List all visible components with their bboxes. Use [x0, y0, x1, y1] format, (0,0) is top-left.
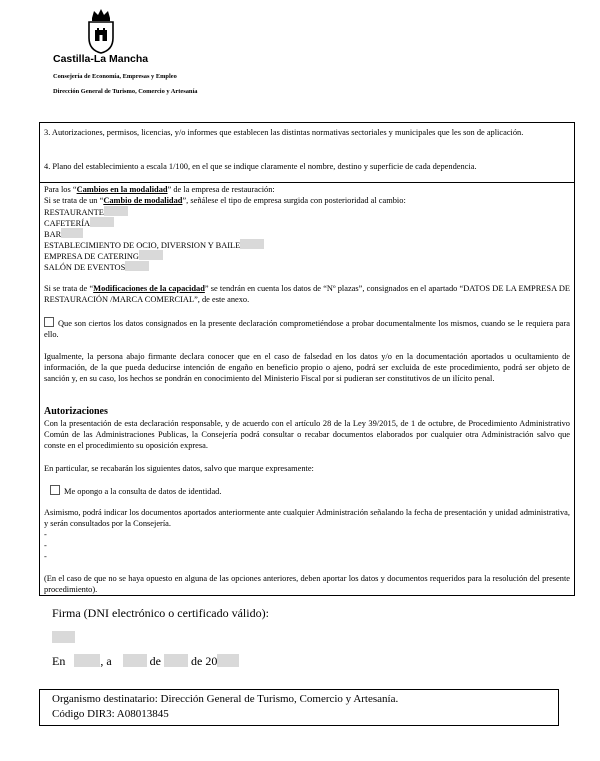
declaration-box [39, 182, 575, 596]
capacidad-text: Si se trata de “Modificaciones de la capacidad” se tendrán en cuenta los datos de “Nº plazas”, consignados en el apartado “DATOS DE LA EMPRESA DE RESTAURACIÓN /MARCA COMERCIAL”, de este anexo. [44, 284, 570, 304]
cafeteria-field[interactable] [90, 217, 114, 227]
dash-line-2[interactable]: - [44, 541, 47, 550]
autorizaciones-heading: Autorizaciones [44, 406, 108, 417]
nota-text: (En el caso de que no se haya opuesto en alguna de las opciones anteriores, deben aportar los datos y documentos requeridos para la resolución del presente procedimiento). [44, 574, 570, 594]
type-bar[interactable]: BAR [44, 228, 570, 240]
ocio-field[interactable] [240, 239, 264, 249]
salon-field[interactable] [125, 261, 149, 271]
month-field[interactable] [164, 654, 188, 667]
falsedad-text: Igualmente, la persona abajo firmante declara conocer que en el caso de falsedad en los datos y/o en la documentación aportados u ocultamiento de información, de la que pueda deducirse intención de engaño en beneficio propio o ajeno, podrá ser excluida de este procedimiento, podrá ser objeto de sanción y, en su caso, los hechos se pondrán en conocimiento del Ministerio Fiscal por si pudieran ser constitutivos de un ilícito penal. [44, 352, 570, 383]
dash-line-3[interactable]: - [44, 552, 47, 561]
recipient-organism: Organismo destinatario: Dirección General de Turismo, Comercio y Artesanía. [52, 693, 399, 705]
recipient-box [39, 689, 559, 726]
date-place-line: En , a de de 20 [52, 654, 239, 669]
cambio-modalidad-line: Si se trata de un “Cambio de modalidad”, señálese el tipo de empresa surgida con posterioridad al cambio: [44, 196, 406, 205]
document-item-4: 4. Plano del establecimiento a escala 1/100, en el que se indique claramente el nombre, destino y superficie de cada dependencia. [44, 162, 477, 171]
declaration-checkbox[interactable] [44, 317, 54, 327]
signature-label: Firma (DNI electrónico o certificado válido): [52, 606, 269, 620]
day-field[interactable] [123, 654, 147, 667]
organization-name: Castilla-La Mancha [53, 53, 149, 65]
type-ocio[interactable]: ESTABLECIMIENTO DE OCIO, DIVERSION Y BAILE [44, 239, 570, 251]
coat-of-arms-logo [84, 8, 118, 54]
place-field[interactable] [74, 654, 100, 667]
asimismo-text: Asimismo, podrá indicar los documentos aportados anteriormente ante cualquier Administración señalando la fecha de presentación y unidad administrativa, y serán consultados por la Consejería. [44, 508, 570, 528]
directorate-name: Dirección General de Turismo, Comercio y Artesanía [53, 88, 198, 95]
type-catering[interactable]: EMPRESA DE CATERING [44, 250, 570, 262]
oppose-checkbox[interactable] [50, 485, 60, 495]
type-cafeteria[interactable]: CAFETERÍA [44, 217, 570, 229]
bar-field[interactable] [61, 228, 83, 238]
restaurante-field[interactable] [104, 206, 128, 216]
type-salon[interactable]: SALÓN DE EVENTOS [44, 261, 570, 273]
type-restaurante[interactable]: RESTAURANTE [44, 206, 570, 218]
year-field[interactable] [217, 654, 239, 667]
particular-text: En particular, se recabarán los siguientes datos, salvo que marque expresamente: [44, 464, 314, 473]
department-name: Consejería de Economía, Empresas y Empleo [53, 73, 177, 80]
declaration-checkbox-row[interactable]: Que son ciertos los datos consignados en la presente declaración comprometiéndose a probar documentalmente los mismos, cuando se le requiera para ello. [44, 319, 570, 339]
oppose-checkbox-row[interactable]: Me opongo a la consulta de datos de identidad. [50, 485, 570, 497]
catering-field[interactable] [139, 250, 163, 260]
documents-box [39, 122, 575, 183]
signature-field[interactable] [52, 631, 75, 643]
dash-line-1[interactable]: - [44, 530, 47, 539]
autorizaciones-body: Con la presentación de esta declaración responsable, y de acuerdo con el artículo 28 de la Ley 39/2015, de 1 de octubre, de Procedimiento Administrativo Común de las Administraciones Publicas, la Consejería podrá consultar o recabar documentos elaborados por cualquier otra Administración salvo que conste en el procedimiento su oposición expresa. [44, 419, 570, 450]
dir3-code: Código DIR3: A08013845 [52, 708, 169, 720]
cambios-intro: Para los “Cambios en la modalidad” de la empresa de restauración: [44, 185, 275, 194]
document-item-3: 3. Autorizaciones, permisos, licencias, y/o informes que establecen las distintas normativas sectoriales y municipales que les son de aplicación. [44, 128, 524, 137]
